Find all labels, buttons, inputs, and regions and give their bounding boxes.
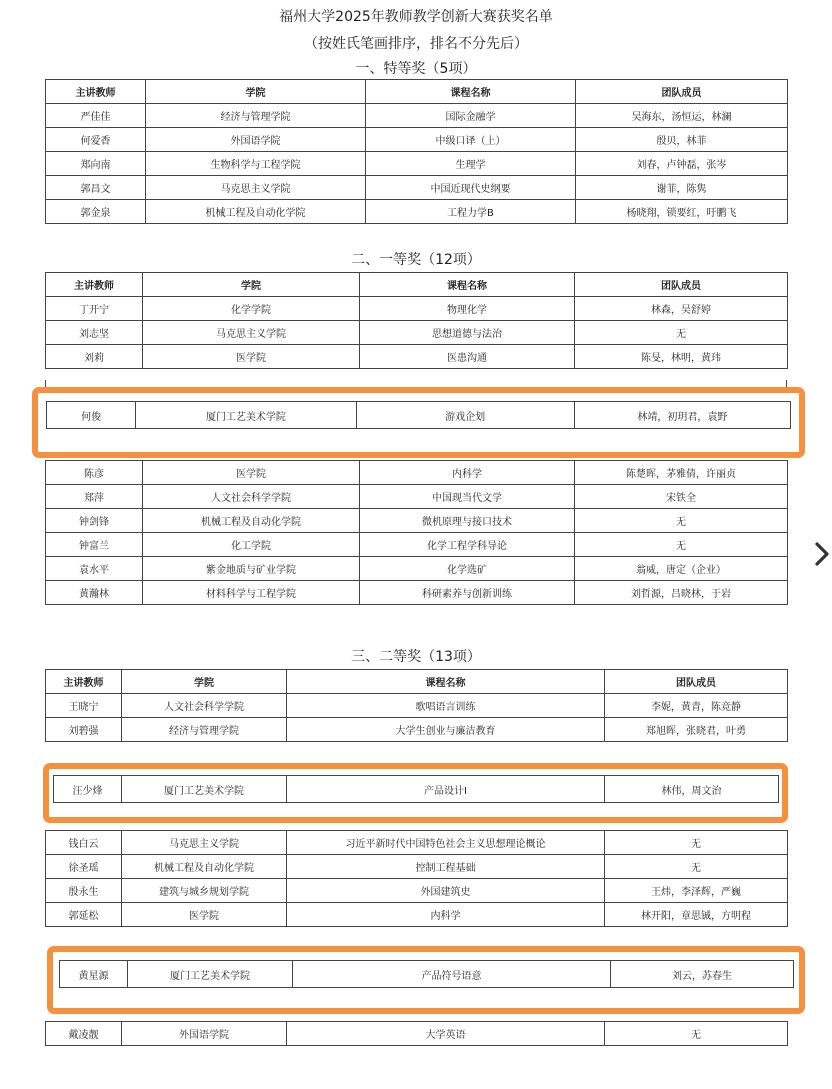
members-cell: 吴海东，汤恒运，林澜 <box>576 104 788 128</box>
table-row[interactable] <box>46 200 788 224</box>
college-cell: 化工学院 <box>143 533 360 557</box>
teacher-cell: 刘莉 <box>46 345 143 369</box>
college-cell: 材料科学与工程学院 <box>143 581 360 605</box>
course-cell: 生理学 <box>366 152 576 176</box>
college-cell: 人文社会科学学院 <box>143 485 360 509</box>
section-title: 二、一等奖（12项） <box>351 252 481 268</box>
members-cell: 林伟，周文治 <box>605 776 779 803</box>
college-cell: 建筑与城乡规划学院 <box>122 879 287 903</box>
college-cell: 机械工程及自动化学院 <box>122 855 287 879</box>
course-cell: 化学工程学科导论 <box>360 533 575 557</box>
course-cell: 产品符号语意 <box>293 961 611 988</box>
page-title: 福州大学2025年教师教学创新大赛获奖名单 <box>279 9 553 25</box>
teacher-cell: 何俊 <box>47 402 136 429</box>
college-cell: 人文社会科学学院 <box>122 694 287 718</box>
course-cell: 物理化学 <box>360 297 575 321</box>
course-cell: 产品设计Ⅰ <box>287 776 605 803</box>
column-header: 学院 <box>122 670 287 694</box>
table-row[interactable] <box>47 402 791 429</box>
course-cell: 内科学 <box>360 461 575 485</box>
course-cell: 外国建筑史 <box>287 879 605 903</box>
teacher-cell: 刘碧强 <box>46 718 122 742</box>
teacher-cell: 郭昌文 <box>46 176 146 200</box>
course-cell: 习近平新时代中国特色社会主义思想理论概论 <box>287 831 605 855</box>
table-row[interactable] <box>46 718 788 742</box>
members-cell: 刘哲源，吕晓林，于岩 <box>575 581 788 605</box>
course-cell: 控制工程基础 <box>287 855 605 879</box>
members-cell: 无 <box>575 509 788 533</box>
members-cell: 刘云，苏春生 <box>611 961 794 988</box>
course-cell: 科研素养与创新训练 <box>360 581 575 605</box>
teacher-cell: 钟富兰 <box>46 533 143 557</box>
college-cell: 厦门工艺美术学院 <box>136 402 356 429</box>
teacher-cell: 郭金泉 <box>46 200 146 224</box>
column-header: 主讲教师 <box>46 273 143 297</box>
college-cell: 医学院 <box>143 345 360 369</box>
course-cell: 化学选矿 <box>360 557 575 581</box>
course-cell: 思想道德与法治 <box>360 321 575 345</box>
teacher-cell: 钱白云 <box>46 831 122 855</box>
course-cell: 工程力学B <box>366 200 576 224</box>
table-row[interactable] <box>46 557 788 581</box>
highlight-row-table <box>59 960 794 988</box>
highlight-box <box>43 763 788 823</box>
college-cell: 紫金地质与矿业学院 <box>143 557 360 581</box>
teacher-cell: 殷永生 <box>46 879 122 903</box>
column-header: 课程名称 <box>287 670 605 694</box>
table-header-row <box>46 80 788 104</box>
table-row[interactable] <box>46 176 788 200</box>
teacher-cell: 刘志坚 <box>46 321 143 345</box>
members-cell: 无 <box>605 831 788 855</box>
members-cell: 刘春，卢钟磊，张岑 <box>576 152 788 176</box>
highlight-box <box>32 387 805 458</box>
award-table-special <box>45 79 788 224</box>
college-cell: 经济与管理学院 <box>122 718 287 742</box>
teacher-cell: 郭延松 <box>46 903 122 927</box>
college-cell: 经济与管理学院 <box>146 104 366 128</box>
teacher-cell: 戴凌靓 <box>46 1022 122 1046</box>
course-cell: 中国近现代史纲要 <box>366 176 576 200</box>
teacher-cell: 袁水平 <box>46 557 143 581</box>
teacher-cell: 郑萍 <box>46 485 143 509</box>
teacher-cell: 黄瀚林 <box>46 581 143 605</box>
column-header: 学院 <box>146 80 366 104</box>
table-row[interactable] <box>46 345 788 369</box>
teacher-cell: 汪少烽 <box>54 776 122 803</box>
teacher-cell: 丁开宁 <box>46 297 143 321</box>
college-cell: 外国语学院 <box>122 1022 287 1046</box>
page-subtitle: （按姓氏笔画排序，排名不分先后） <box>304 36 528 52</box>
members-cell: 李妮，黄青，陈竞静 <box>605 694 788 718</box>
members-cell: 殷贝，林菲 <box>576 128 788 152</box>
college-cell: 生物科学与工程学院 <box>146 152 366 176</box>
column-header: 主讲教师 <box>46 670 122 694</box>
chevron-right-icon[interactable] <box>812 540 832 568</box>
teacher-cell: 何爱香 <box>46 128 146 152</box>
teacher-cell: 严佳佳 <box>46 104 146 128</box>
highlight-row-table <box>53 775 779 803</box>
course-cell: 歌唱语言训练 <box>287 694 605 718</box>
table-row[interactable] <box>46 509 788 533</box>
column-header: 学院 <box>143 273 360 297</box>
members-cell: 郑旭晖，张晓君，叶勇 <box>605 718 788 742</box>
members-cell: 陈楚晖，茅雅倩，许丽贞 <box>575 461 788 485</box>
college-cell: 马克思主义学院 <box>143 321 360 345</box>
table-row[interactable] <box>46 581 788 605</box>
members-cell: 王炜，李泽辉，严巍 <box>605 879 788 903</box>
award-table-first <box>45 272 788 369</box>
table-row[interactable] <box>46 1022 788 1046</box>
course-cell: 中级口译（上） <box>366 128 576 152</box>
college-cell: 外国语学院 <box>146 128 366 152</box>
members-cell: 无 <box>605 1022 788 1046</box>
table-row[interactable] <box>46 831 788 855</box>
members-cell: 杨晓翔，锁要红，吁鹏飞 <box>576 200 788 224</box>
table-header-row <box>46 273 788 297</box>
college-cell: 马克思主义学院 <box>146 176 366 200</box>
members-cell: 林森，吴舒婷 <box>575 297 788 321</box>
table-row[interactable] <box>46 104 788 128</box>
table-row[interactable] <box>46 297 788 321</box>
table-row[interactable] <box>60 961 794 988</box>
column-header: 课程名称 <box>366 80 576 104</box>
course-cell: 医患沟通 <box>360 345 575 369</box>
table-row[interactable] <box>46 903 788 927</box>
members-cell: 翁威，唐定（企业） <box>575 557 788 581</box>
section-title: 三、二等奖（13项） <box>351 649 481 665</box>
highlight-row-table <box>46 401 791 429</box>
table-row[interactable] <box>46 128 788 152</box>
table-row[interactable] <box>46 694 788 718</box>
members-cell: 无 <box>575 321 788 345</box>
college-cell: 马克思主义学院 <box>122 831 287 855</box>
members-cell: 陈旻，林明，黄玮 <box>575 345 788 369</box>
column-header: 团队成员 <box>605 670 788 694</box>
members-cell: 无 <box>575 533 788 557</box>
column-header: 团队成员 <box>576 80 788 104</box>
teacher-cell: 郑向南 <box>46 152 146 176</box>
column-header: 主讲教师 <box>46 80 146 104</box>
column-header: 团队成员 <box>575 273 788 297</box>
award-table-second-mid <box>45 830 788 927</box>
college-cell: 机械工程及自动化学院 <box>146 200 366 224</box>
teacher-cell: 王晓宁 <box>46 694 122 718</box>
section-title: 一、特等奖（5项） <box>355 61 477 77</box>
teacher-cell: 钟剑锋 <box>46 509 143 533</box>
course-cell: 中国现当代文学 <box>360 485 575 509</box>
college-cell: 机械工程及自动化学院 <box>143 509 360 533</box>
members-cell: 宋铁全 <box>575 485 788 509</box>
teacher-cell: 徐圣瑶 <box>46 855 122 879</box>
members-cell: 无 <box>605 855 788 879</box>
members-cell: 谢菲，陈隽 <box>576 176 788 200</box>
table-row[interactable] <box>46 533 788 557</box>
highlight-box <box>47 946 805 1014</box>
table-row[interactable] <box>46 321 788 345</box>
course-cell: 大学生创业与廉洁教育 <box>287 718 605 742</box>
members-cell: 林开阳，章思铖，方明程 <box>605 903 788 927</box>
table-header-row <box>46 670 788 694</box>
members-cell: 林靖，初玥君，袁野 <box>574 402 790 429</box>
course-cell: 大学英语 <box>287 1022 605 1046</box>
course-cell: 国际金融学 <box>366 104 576 128</box>
table-row[interactable] <box>46 879 788 903</box>
course-cell: 游戏企划 <box>356 402 574 429</box>
college-cell: 医学院 <box>143 461 360 485</box>
award-table-second <box>45 669 788 742</box>
award-table-first-cont <box>45 460 788 605</box>
teacher-cell: 陈彦 <box>46 461 143 485</box>
award-table-second-end <box>45 1021 788 1046</box>
table-row[interactable] <box>46 485 788 509</box>
table-row[interactable] <box>46 152 788 176</box>
teacher-cell: 黄星源 <box>60 961 128 988</box>
course-cell: 内科学 <box>287 903 605 927</box>
table-row[interactable] <box>46 461 788 485</box>
course-cell: 微机原理与接口技术 <box>360 509 575 533</box>
table-row[interactable] <box>46 855 788 879</box>
college-cell: 厦门工艺美术学院 <box>128 961 293 988</box>
table-row[interactable] <box>54 776 779 803</box>
college-cell: 医学院 <box>122 903 287 927</box>
college-cell: 厦门工艺美术学院 <box>122 776 287 803</box>
college-cell: 化学学院 <box>143 297 360 321</box>
column-header: 课程名称 <box>360 273 575 297</box>
